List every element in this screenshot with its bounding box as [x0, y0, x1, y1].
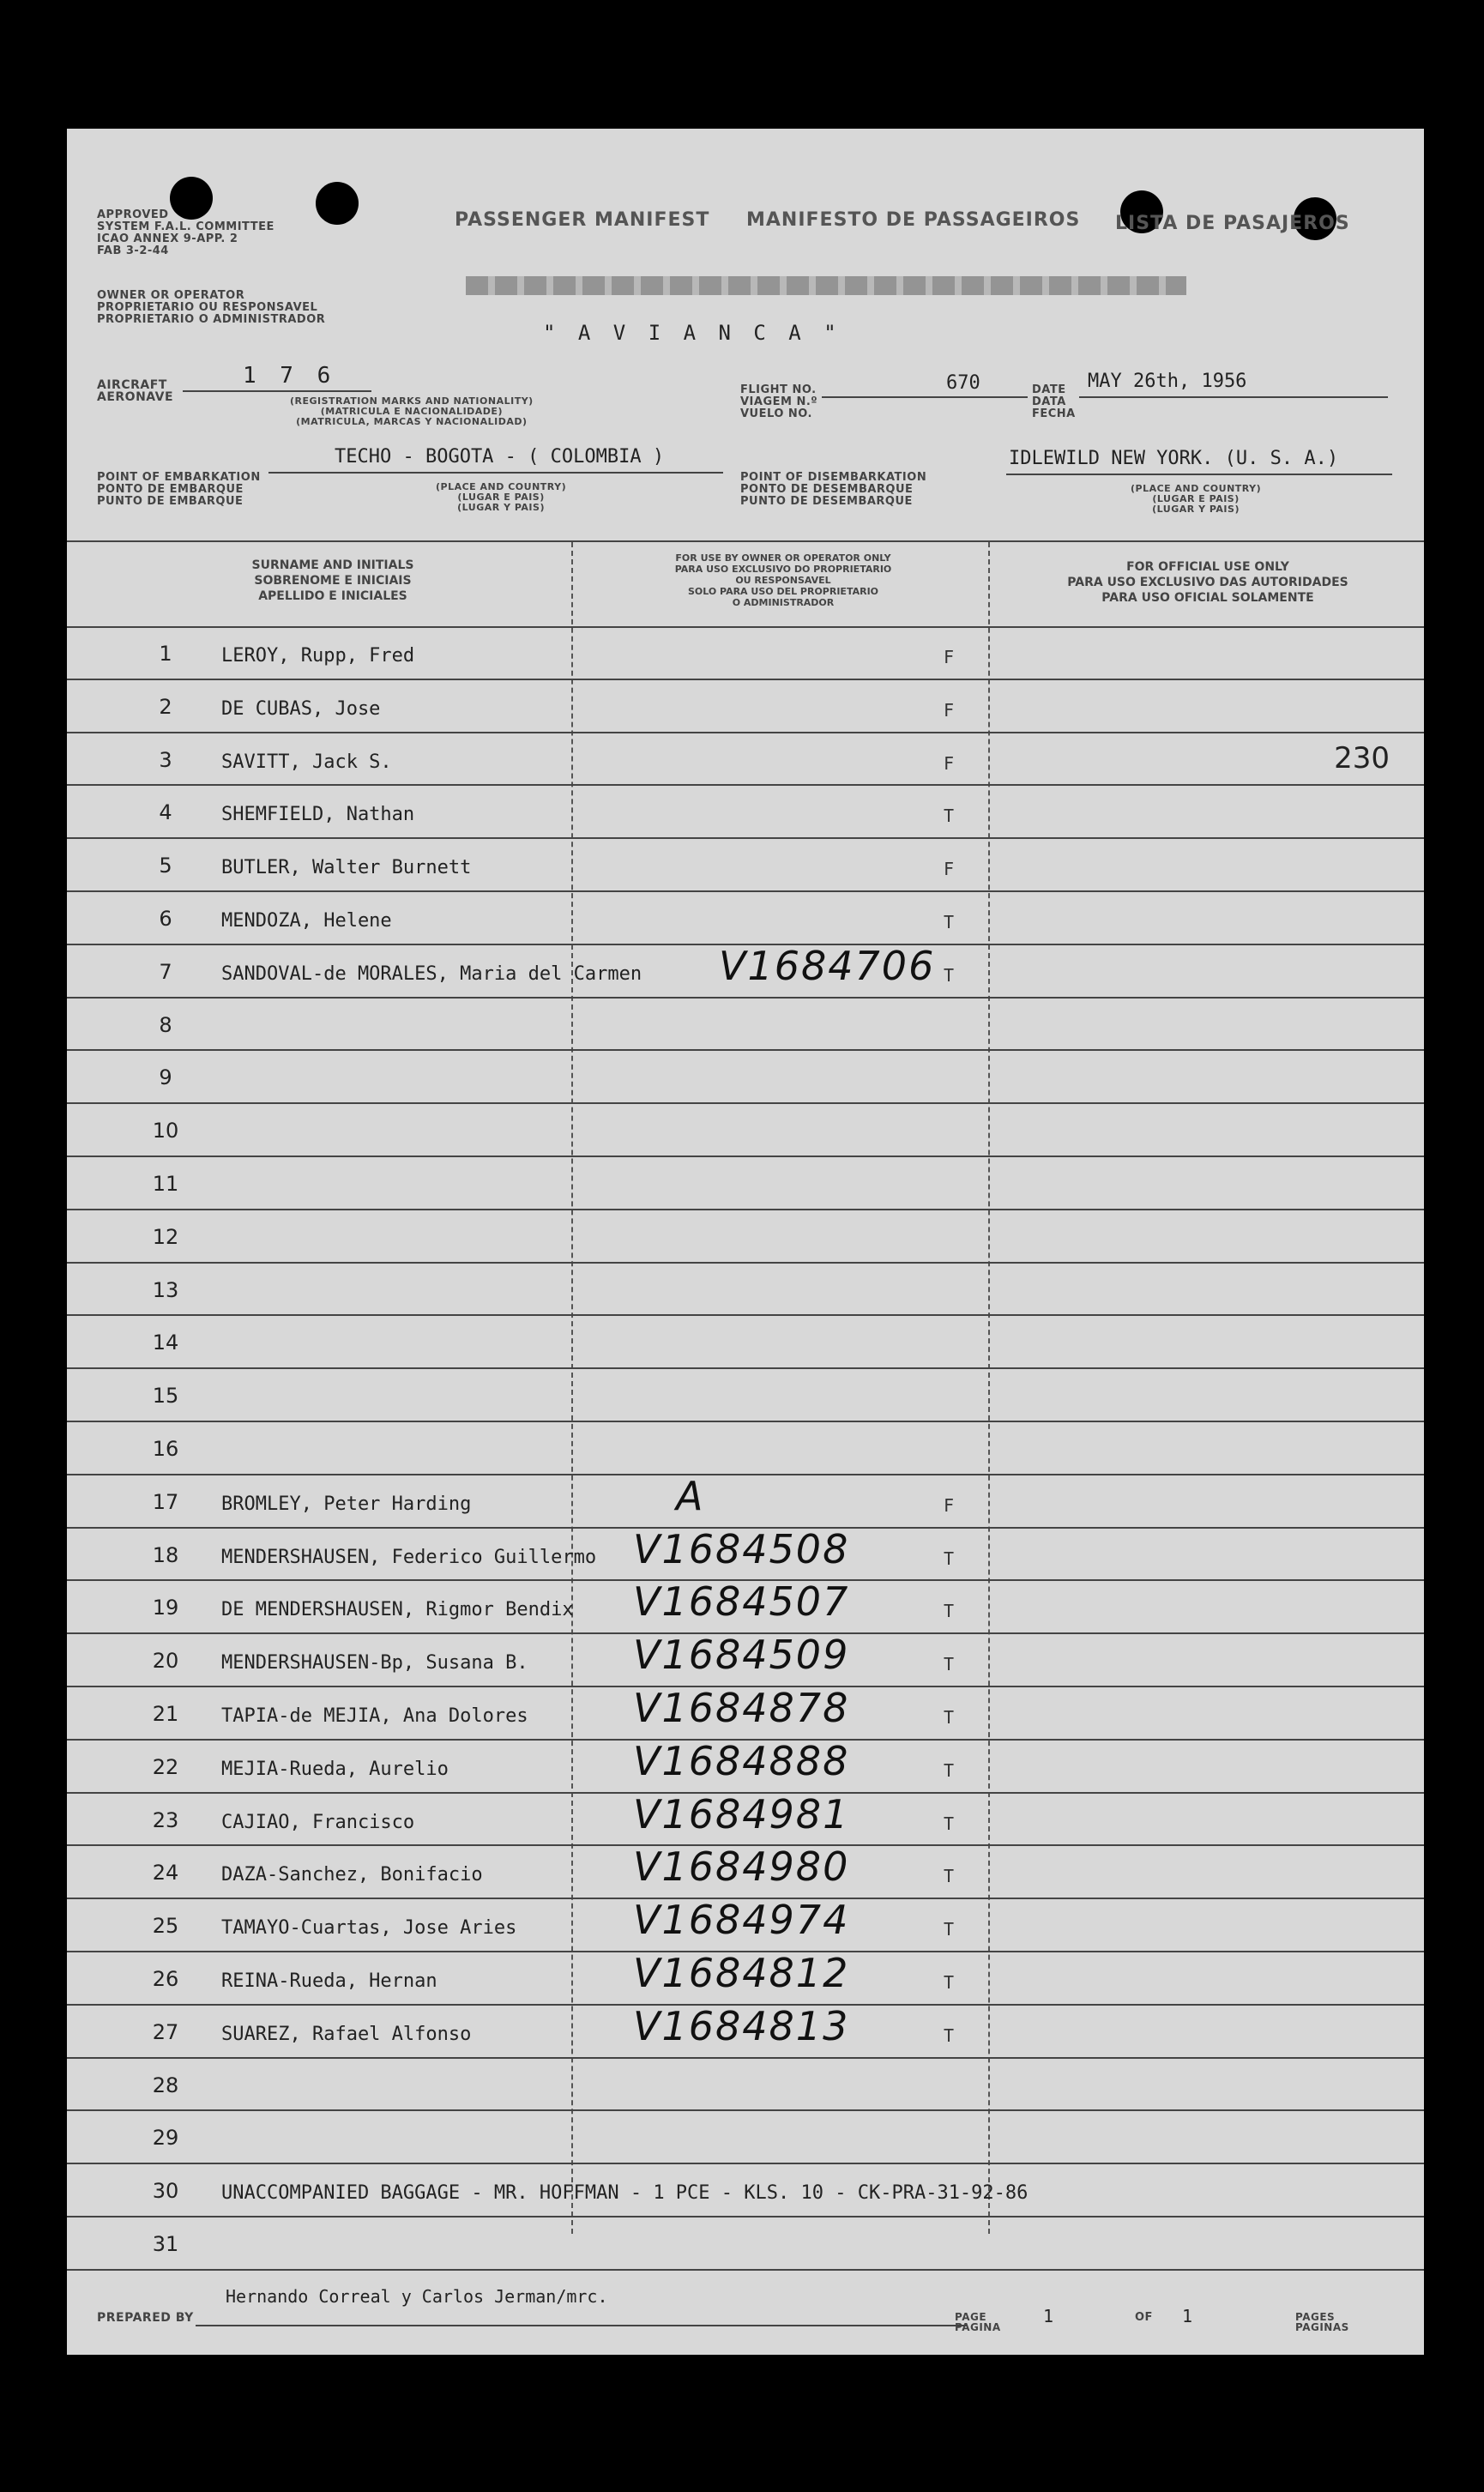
table-row — [67, 2217, 1424, 2270]
row-number: 20 — [152, 1649, 179, 1674]
aircraft-value: 1 7 6 — [243, 363, 336, 389]
class-code: T — [944, 1813, 955, 1834]
owner-label-line: PROPRIETARIO OU RESPONSAVEL — [97, 301, 318, 314]
row-number: 13 — [152, 1277, 179, 1302]
prepared-by-underline — [196, 2325, 968, 2326]
passenger-name: DE CUBAS, Jose — [221, 697, 381, 720]
passenger-name: LEROY, Rupp, Fred — [221, 645, 415, 667]
handwritten-visa-number: V1684878 — [633, 1685, 850, 1731]
official-use-header-line: PARA USO EXCLUSIVO DAS AUTORIDADES — [1067, 576, 1348, 589]
place-note-line: (LUGAR Y PAIS) — [1152, 504, 1240, 515]
table-row — [67, 1633, 1424, 1686]
passenger-name: MEJIA-Rueda, Aurelio — [221, 1758, 449, 1780]
table-row — [67, 944, 1424, 998]
table-row — [67, 1472, 1424, 1528]
registration-note-line: (MATRICULA, MARCAS Y NACIONALIDAD) — [296, 416, 528, 427]
row-number: 23 — [152, 1807, 179, 1832]
flight-underline — [822, 396, 1028, 398]
owner-use-header-line: SOLO PARA USO DEL PROPRIETARIO — [687, 586, 879, 597]
surname-header-line: SOBRENOME E INICIAIS — [254, 574, 412, 588]
table-row — [67, 1368, 1424, 1421]
class-code: T — [944, 1919, 955, 1940]
table-row — [67, 1845, 1424, 1898]
operator-stamp-bar — [466, 276, 1186, 295]
registration-note — [290, 396, 534, 427]
registration-note-line: (MATRICULA E NACIONALIDADE) — [320, 406, 503, 417]
date-label-line: FECHA — [1032, 407, 1076, 420]
row-number: 16 — [152, 1437, 179, 1461]
passenger-name: UNACCOMPANIED BAGGAGE - MR. HOFFMAN - 1 PCE - KLS. 10 - CK-PRA-31-92-86 — [221, 2182, 1029, 2205]
approval-line: FAB 3-2-44 — [97, 244, 169, 257]
passenger-name: REINA-Rueda, Hernan — [221, 1970, 437, 1992]
approval-line: ICAO ANNEX 9-APP. 2 — [97, 232, 238, 245]
table-row — [67, 785, 1424, 838]
disembark-label-line: PONTO DE DESEMBARQUE — [740, 483, 914, 496]
row-number: 21 — [152, 1702, 179, 1726]
passenger-name: CAJIAO, Francisco — [221, 1811, 415, 1833]
approval-block — [97, 209, 274, 257]
class-code: T — [944, 1601, 955, 1622]
owner-label — [97, 290, 325, 326]
surname-header-line: APELLIDO E INICIALES — [258, 589, 407, 603]
row-number: 7 — [159, 959, 172, 984]
date-label — [1032, 384, 1076, 420]
prepared-by-label: PREPARED BY — [97, 2311, 194, 2325]
row-number: 1 — [159, 642, 172, 666]
disembark-place-note — [1131, 484, 1261, 515]
embark-label — [97, 472, 261, 508]
table-row — [67, 1050, 1424, 1103]
passenger-name: BUTLER, Walter Burnett — [221, 857, 472, 879]
owner-use-header-line: O ADMINISTRADOR — [732, 597, 835, 608]
place-note-line: (PLACE AND COUNTRY) — [1131, 483, 1262, 494]
flight-label-line: VIAGEM N.º — [740, 395, 818, 408]
pages-label-line: PAGES — [1295, 2311, 1336, 2323]
disembark-label-line: PUNTO DE DESEMBARQUE — [740, 495, 913, 508]
table-row — [67, 998, 1424, 1051]
approval-line: SYSTEM F.A.L. COMMITTEE — [97, 220, 274, 233]
handwritten-visa-number: V1684706 — [719, 942, 936, 989]
row-number: 11 — [152, 1172, 179, 1196]
place-note-line: (LUGAR E PAIS) — [457, 492, 545, 503]
class-code: T — [944, 1972, 955, 1993]
row-number: 31 — [152, 2232, 179, 2256]
handwritten-visa-number: V1684507 — [633, 1578, 850, 1626]
table-row — [67, 891, 1424, 944]
table-row — [67, 1103, 1424, 1156]
handwritten-visa-number: V1684508 — [633, 1525, 850, 1572]
aircraft-label-line: AIRCRAFT — [97, 378, 167, 392]
row-number: 29 — [152, 2126, 179, 2151]
passenger-name: MENDERSHAUSEN, Federico Guillermo — [221, 1546, 597, 1568]
row-number: 9 — [159, 1065, 172, 1090]
class-code: T — [944, 806, 955, 827]
class-code: F — [944, 699, 955, 721]
date-label-line: DATE — [1032, 383, 1066, 396]
owner-use-header-line: FOR USE BY OWNER OR OPERATOR ONLY — [675, 552, 891, 564]
owner-use-header-line: OU RESPONSAVEL — [735, 575, 831, 586]
table-row — [67, 1156, 1424, 1210]
of-value: 1 — [1182, 2306, 1193, 2326]
row-number: 3 — [159, 747, 172, 772]
passenger-name: SUAREZ, Rafael Alfonso — [221, 2023, 472, 2045]
row-number: 27 — [152, 2019, 179, 2044]
row-number: 10 — [152, 1119, 179, 1143]
row-number: 25 — [152, 1914, 179, 1939]
row-number: 15 — [152, 1384, 179, 1409]
flight-label — [740, 384, 817, 420]
row-number: 22 — [152, 1754, 179, 1779]
table-row — [67, 1580, 1424, 1633]
class-code: F — [944, 752, 955, 774]
date-value: MAY 26th, 1956 — [1088, 371, 1247, 392]
pages-label — [1295, 2312, 1349, 2332]
page-label-line: PAGINA — [955, 2321, 1001, 2333]
flight-value: 670 — [946, 372, 980, 394]
passenger-name: SANDOVAL-de MORALES, Maria del Carmen — [221, 962, 642, 985]
aircraft-label — [97, 379, 173, 403]
handwritten-visa-number: V1684888 — [633, 1737, 850, 1784]
pages-label-line: PAGINAS — [1295, 2321, 1349, 2333]
row-number: 24 — [152, 1861, 179, 1886]
row-number: 18 — [152, 1542, 179, 1567]
class-code: T — [944, 912, 955, 932]
row-number: 12 — [152, 1224, 179, 1249]
class-code: F — [944, 859, 955, 880]
class-code: T — [944, 1866, 955, 1887]
title-es: LISTA DE PASAJEROS — [1115, 213, 1350, 234]
aircraft-underline — [183, 390, 371, 392]
passenger-name: TAMAYO-Cuartas, Jose Aries — [221, 1917, 517, 1940]
row-number: 5 — [159, 854, 172, 878]
prepared-by-value: Hernando Correal y Carlos Jerman/mrc. — [226, 2286, 608, 2307]
page-label — [955, 2312, 1001, 2332]
handwritten-visa-number: A — [676, 1472, 705, 1519]
date-underline — [1079, 396, 1388, 398]
table-row — [67, 733, 1424, 786]
row-number: 17 — [152, 1489, 179, 1514]
embark-value: TECHO - BOGOTA - ( COLOMBIA ) — [335, 446, 665, 468]
disembark-label — [740, 472, 926, 508]
aircraft-label-line: AERONAVE — [97, 390, 174, 404]
owner-label-line: PROPRIETARIO O ADMINISTRADOR — [97, 313, 326, 326]
passenger-name: MENDOZA, Helene — [221, 910, 392, 932]
passenger-name: MENDERSHAUSEN-Bp, Susana B. — [221, 1652, 528, 1674]
passenger-name: DE MENDERSHAUSEN, Rigmor Bendix — [221, 1599, 574, 1621]
handwritten-visa-number: V1684974 — [633, 1897, 850, 1944]
table-row — [67, 1790, 1424, 1846]
place-note-line: (LUGAR Y PAIS) — [457, 502, 545, 513]
row-number: 30 — [152, 2179, 179, 2204]
table-row — [67, 1686, 1424, 1740]
table-row — [67, 2163, 1424, 2217]
disembark-value: IDLEWILD NEW YORK. (U. S. A.) — [1009, 448, 1339, 469]
place-note-line: (LUGAR E PAIS) — [1152, 493, 1240, 504]
passenger-name: DAZA-Sanchez, Bonifacio — [221, 1864, 483, 1886]
operator-name: " A V I A N C A " — [543, 321, 842, 345]
table-row — [67, 1525, 1424, 1581]
table-row — [67, 1421, 1424, 1475]
place-note-line: (PLACE AND COUNTRY) — [436, 481, 567, 492]
embark-underline — [268, 472, 723, 474]
table-row — [67, 1898, 1424, 1952]
table-row — [67, 626, 1424, 679]
class-code: F — [944, 647, 955, 667]
table-top-line — [67, 540, 1424, 542]
page-value: 1 — [1043, 2306, 1054, 2326]
title-en: PASSENGER MANIFEST — [455, 209, 710, 231]
table-row — [67, 2002, 1424, 2058]
passenger-name: BROMLEY, Peter Harding — [221, 1493, 472, 1515]
class-code: T — [944, 1654, 955, 1675]
disembark-underline — [1006, 474, 1392, 475]
registration-note-line: (REGISTRATION MARKS AND NATIONALITY) — [290, 395, 534, 407]
owner-use-header-line: PARA USO EXCLUSIVO DO PROPRIETARIO — [674, 564, 892, 575]
embark-label-line: PUNTO DE EMBARQUE — [97, 495, 244, 508]
row-number: 26 — [152, 1967, 179, 1991]
punch-hole-2 — [316, 182, 359, 225]
row-number: 2 — [159, 694, 172, 719]
embark-place-note — [436, 482, 566, 513]
handwritten-visa-number: V1684980 — [633, 1843, 850, 1891]
table-row — [67, 1952, 1424, 2005]
surname-column-header — [153, 558, 513, 604]
of-label: OF — [1135, 2311, 1153, 2324]
row-line — [67, 2269, 1424, 2271]
table-row — [67, 1737, 1424, 1793]
class-code: T — [944, 964, 955, 986]
embark-label-line: PONTO DE EMBARQUE — [97, 483, 244, 496]
flight-label-line: VUELO NO. — [740, 407, 812, 420]
passenger-name: SAVITT, Jack S. — [221, 751, 392, 773]
page-label-line: PAGE — [955, 2311, 987, 2323]
embark-label-line: POINT OF EMBARKATION — [97, 471, 261, 484]
table-row — [67, 1315, 1424, 1368]
flight-label-line: FLIGHT NO. — [740, 383, 817, 396]
official-use-header-line: FOR OFFICIAL USE ONLY — [1126, 560, 1289, 574]
handwritten-visa-number: V1684812 — [633, 1950, 850, 1996]
table-row — [67, 679, 1424, 733]
passenger-name: SHEMFIELD, Nathan — [221, 804, 415, 826]
table-row — [67, 1210, 1424, 1263]
manifest-sheet — [67, 129, 1424, 2355]
date-label-line: DATA — [1032, 395, 1066, 408]
row-number: 8 — [159, 1012, 172, 1037]
table-row — [67, 2110, 1424, 2163]
approval-line: APPROVED — [97, 208, 169, 221]
official-note: 230 — [1334, 740, 1390, 775]
class-code: T — [944, 1707, 955, 1728]
official-use-column-header — [1002, 559, 1414, 606]
handwritten-visa-number: V1684981 — [633, 1790, 850, 1837]
handwritten-visa-number: V1684813 — [633, 2002, 850, 2049]
row-number: 19 — [152, 1596, 179, 1620]
passenger-name: TAPIA-de MEJIA, Ana Dolores — [221, 1705, 528, 1727]
disembark-label-line: POINT OF DISEMBARKATION — [740, 471, 927, 484]
row-number: 14 — [152, 1330, 179, 1355]
owner-use-column-header — [599, 552, 968, 608]
table-row — [67, 2058, 1424, 2111]
surname-header-line: SURNAME AND INITIALS — [251, 558, 414, 572]
table-row — [67, 1263, 1424, 1316]
class-code: T — [944, 2024, 955, 2046]
title-pt: MANIFESTO DE PASSAGEIROS — [746, 209, 1081, 231]
row-number: 6 — [159, 907, 172, 931]
class-code: T — [944, 1759, 955, 1781]
class-code: T — [944, 1548, 955, 1569]
official-use-header-line: PARA USO OFICIAL SOLAMENTE — [1101, 591, 1314, 605]
owner-label-line: OWNER OR OPERATOR — [97, 289, 245, 302]
row-number: 28 — [152, 2073, 179, 2097]
handwritten-visa-number: V1684509 — [633, 1632, 850, 1679]
table-row — [67, 838, 1424, 891]
row-number: 4 — [159, 800, 172, 825]
class-code: F — [944, 1494, 955, 1516]
